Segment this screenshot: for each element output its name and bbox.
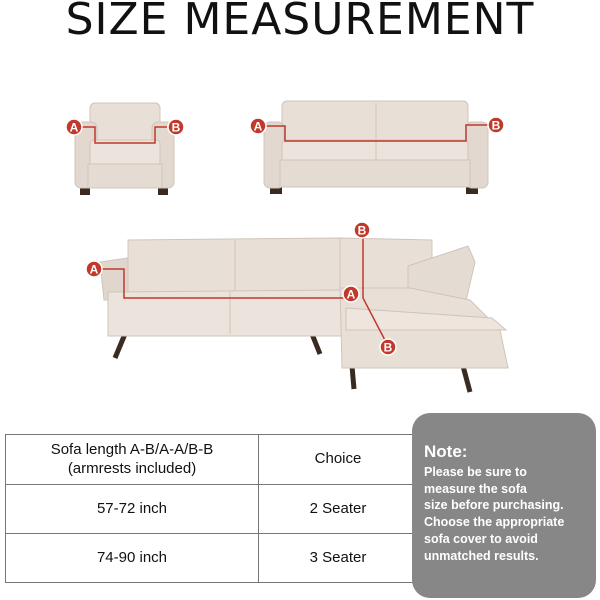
header-sofa-length <box>6 435 259 485</box>
row-length: 57-72 inch <box>6 485 259 534</box>
svg-text:A: A <box>89 262 99 277</box>
header-length-label: Sofa length A-B/A-A/B-B <box>50 440 214 458</box>
size-table <box>5 434 418 583</box>
note-line: sofa cover to avoid <box>424 532 538 547</box>
armchair-marker-b <box>168 119 184 135</box>
note-line: measure the sofa <box>424 481 527 496</box>
sectional-marker-a-right <box>343 286 359 302</box>
svg-text:A: A <box>346 287 356 302</box>
row-choice: 2 Seater <box>259 485 418 534</box>
table-row <box>6 534 418 583</box>
table-header-row <box>6 435 418 485</box>
sofa-marker-b <box>488 117 504 133</box>
sofa-marker-a <box>250 118 266 134</box>
row-length: 74-90 inch <box>6 534 259 583</box>
svg-text:B: B <box>171 120 181 135</box>
sectional-marker-b-bottom <box>380 339 396 355</box>
sectional-marker-b-top <box>354 222 370 238</box>
three-seat-sofa-illustration <box>264 101 490 194</box>
note-line: Choose the appropriate <box>424 515 565 530</box>
armchair-marker-a <box>66 119 82 135</box>
note-line: unmatched results. <box>424 549 539 564</box>
svg-text:A: A <box>69 120 79 135</box>
sectional-marker-a-left <box>86 261 102 277</box>
page-title: SIZE MEASUREMENT <box>65 0 535 45</box>
svg-text:B: B <box>383 340 393 355</box>
svg-text:B: B <box>491 118 501 133</box>
note-text <box>424 464 588 565</box>
row-choice: 3 Seater <box>259 534 418 583</box>
header-choice: Choice <box>259 435 418 485</box>
svg-text:A: A <box>253 119 263 134</box>
svg-text:B: B <box>357 223 367 238</box>
note-box <box>412 413 596 598</box>
table-row <box>6 485 418 534</box>
armchair-illustration <box>75 103 174 195</box>
note-line: size before purchasing. <box>424 498 564 513</box>
note-title: Note: <box>424 442 468 461</box>
note-line: Please be sure to <box>424 464 527 479</box>
sectional-sofa-illustration <box>100 235 508 392</box>
header-length-note: (armrests included) <box>67 459 197 477</box>
